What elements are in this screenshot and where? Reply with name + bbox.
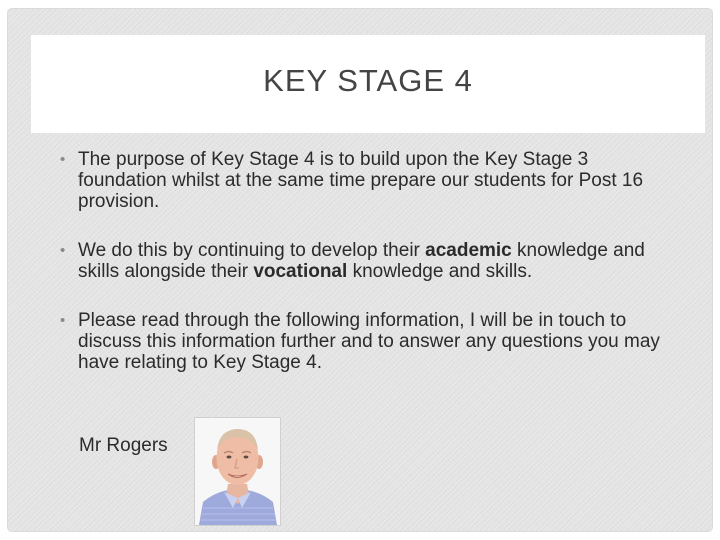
bullet-item (60, 149, 680, 212)
bullet-item (60, 310, 680, 373)
portrait-image (195, 418, 280, 525)
signature-name: Mr Rogers (79, 435, 168, 456)
slide-title: KEY STAGE 4 (263, 63, 473, 98)
bold-term: vocational (253, 261, 348, 282)
bullet-dot-icon: • (60, 312, 66, 329)
bullet-list (60, 149, 680, 401)
title-box (31, 35, 705, 133)
bullet-text: The purpose of Key Stage 4 is to build upon the Key Stage 3 foundation whilst at the same time prepare our students for Post 16 provision. (78, 149, 644, 212)
bullet-dot-icon: • (60, 242, 66, 259)
bullet-text: knowledge and skills. (347, 261, 533, 282)
bullet-item (60, 240, 680, 282)
bullet-text: We do this by continuing to develop their (78, 240, 426, 261)
bullet-text: knowledge and skills alongside their (78, 240, 645, 282)
bullet-text: Please read through the following information, I will be in touch to discuss this information further and to answer any questions you may have relating to Key Stage 4. (78, 310, 660, 373)
bold-term: academic (425, 240, 512, 261)
slide (8, 9, 712, 531)
bullet-dot-icon: • (60, 151, 66, 168)
portrait-photo (194, 417, 281, 526)
